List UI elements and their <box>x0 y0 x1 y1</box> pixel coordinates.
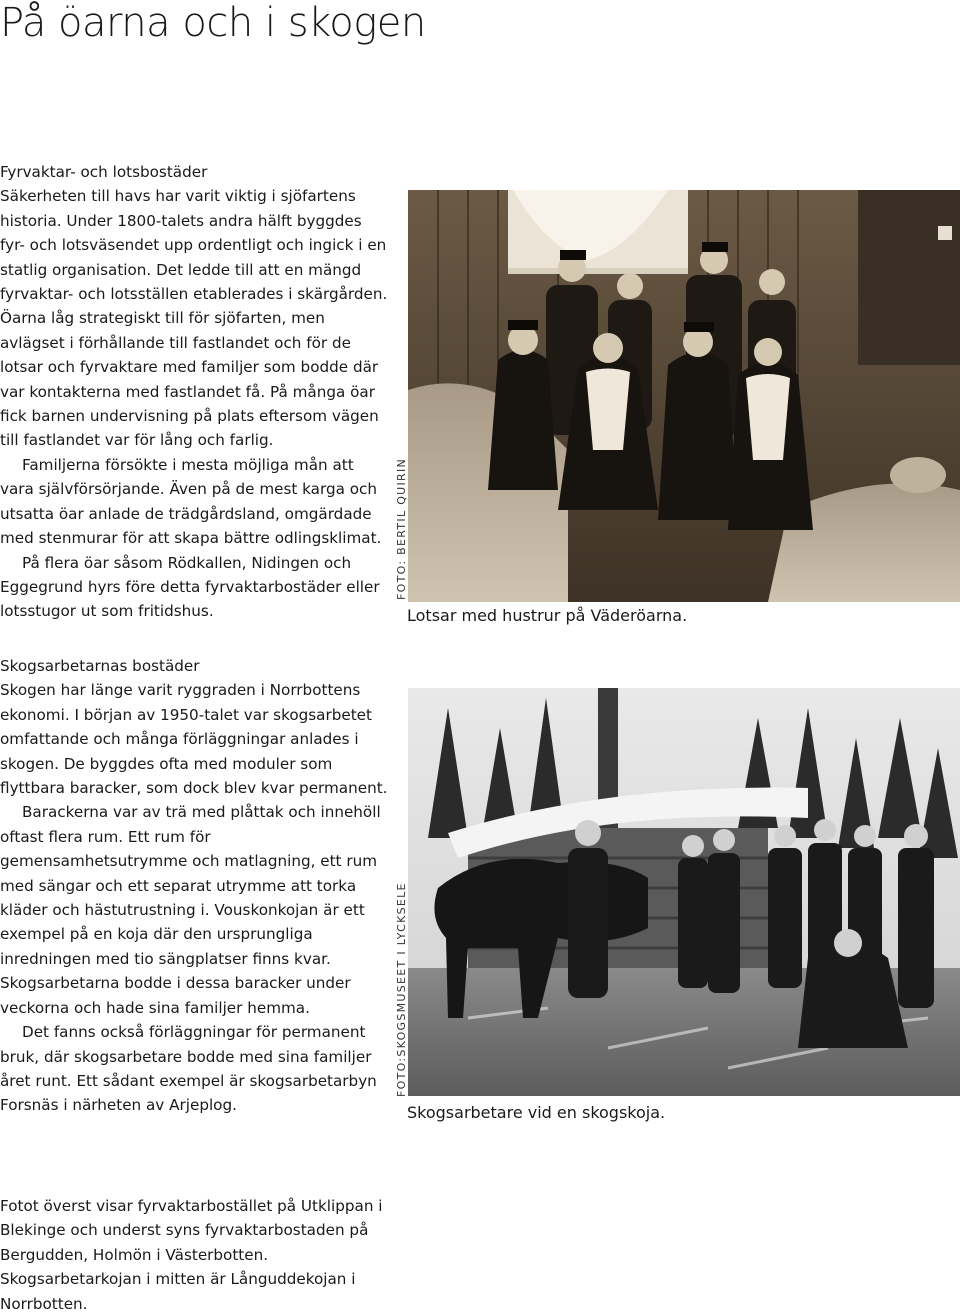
pilots-photo-image <box>408 190 960 602</box>
photo-credit: FOTO: BERTIL QUIRIN <box>395 457 408 600</box>
forest-photo-image <box>408 688 960 1096</box>
section-heading: Skogsarbetarnas bostäder <box>0 657 200 675</box>
footer-text: Fotot överst visar fyrvaktarbostället på Utklippan i Blekinge och underst syns fyrvaktarbostaden på Bergudden, Holmön i Västerbotten. Skogsarbetarkojan i mitten är Långuddekojan i Norrbotten. <box>0 1197 383 1313</box>
photo-forest-workers <box>408 688 960 1096</box>
paragraph: Barackerna var av trä med plåttak och innehöll oftast flera rum. Ett rum för gemensamhetsutrymme och matlagning, ett rum med sängar och ett separat utrymme att torka kläder och hästutrustning i. Vouskonkojan är ett exempel på en koja där den ursprungliga inredningen med tio sängplatser finns kvar. Skogsarbetarna bodde i dessa baracker under veckorna och hade sina familjer hemma. <box>0 803 381 1017</box>
paragraph: Familjerna försökte i mesta möjliga mån att vara självförsörjande. Även på de mest karga och utsatta öar anlade de trädgårdsland, omgärdade med stenmurar för att skapa bättre odlingsklimat. <box>0 455 382 548</box>
paragraph: På flera öar såsom Rödkallen, Nidingen och Eggegrund hyrs före detta fyrvaktarbostäder eller lotsstugor ut som fritidshus. <box>0 553 380 621</box>
photo-pilots <box>408 190 960 602</box>
photo-credit: FOTO:SKOGSMUSEET I LYCKSELE <box>395 882 408 1097</box>
section-lighthouse <box>0 160 390 624</box>
photo-caption: Lotsar med hustrur på Väderöarna. <box>407 606 688 625</box>
paragraph: Säkerheten till havs har varit viktig i sjöfartens historia. Under 1800-talets andra hälft byggdes fyr- och lotsväsendet upp ordentligt och ingick i en statlig organisation. Det ledde till att en mängd fyrvaktar- och lotsställen etablerades i skärgården. Öarna låg strategiskt till för sjöfarten, men avlägset i förhållande till fastlandet och för de lotsar och fyrvaktare med familjer som bodde där var kontakterna med fastlandet få. På många öar fick barnen undervisning på plats eftersom vägen till fastlandet var för lång och farlig. <box>0 187 388 450</box>
paragraph: Skogen har länge varit ryggraden i Norrbottens ekonomi. I början av 1950-talet var skogsarbetet omfattande och många förläggningar anlades i skogen. De byggdes ofta med moduler som flyttbara baracker, som dock blev kvar permanent. <box>0 681 388 798</box>
photo-caption: Skogsarbetare vid en skogskoja. <box>407 1103 666 1122</box>
paragraph: Det fanns också förläggningar för permanent bruk, där skogsarbetare bodde med sina familjer året runt. Ett sådant exempel är skogsarbetarbyn Forsnäs i närheten av Arjeplog. <box>0 1023 377 1115</box>
section-forest <box>0 654 390 1118</box>
page-title: På öarna och i skogen <box>0 0 426 46</box>
footer-note <box>0 1194 400 1316</box>
section-heading: Fyrvaktar- och lotsbostäder <box>0 163 208 181</box>
